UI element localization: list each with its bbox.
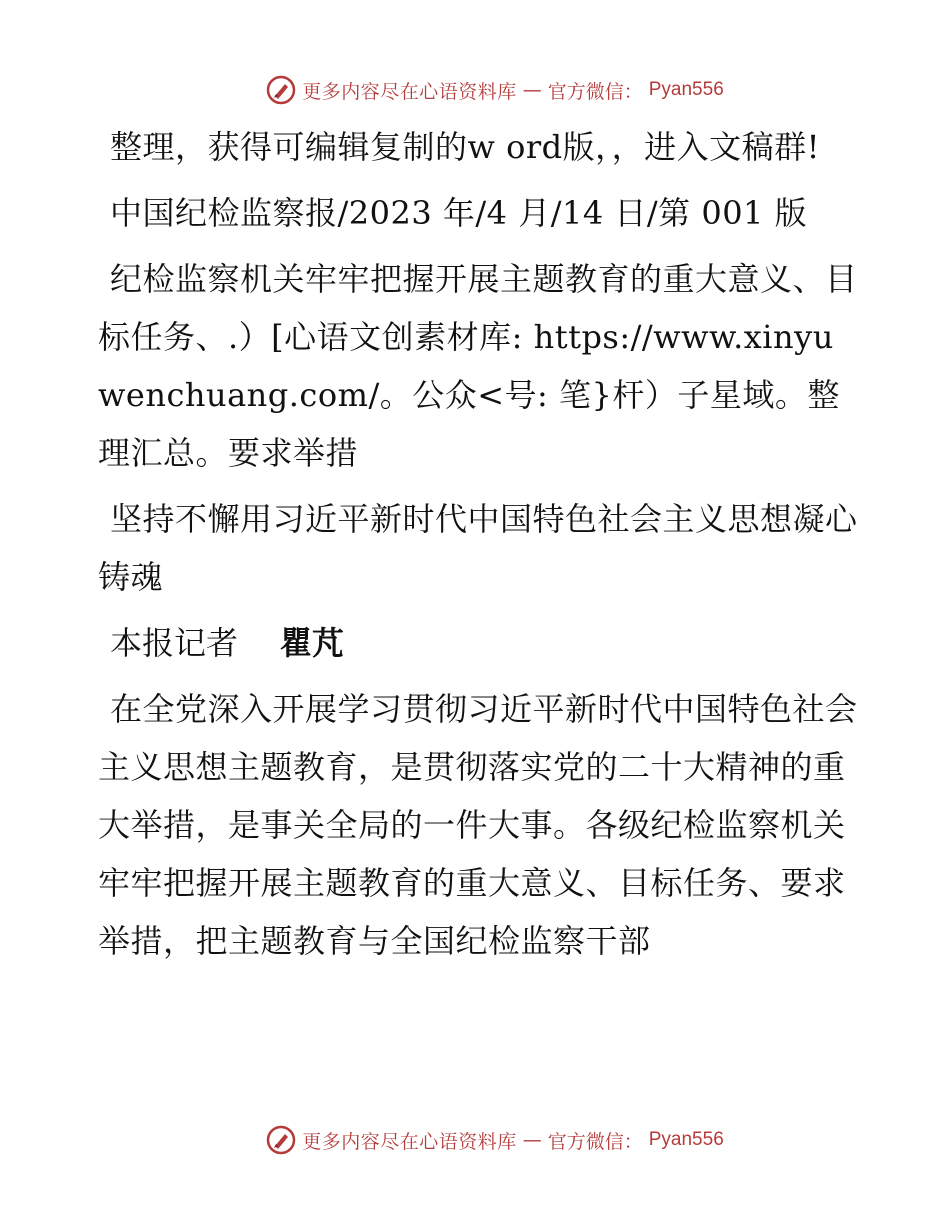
paragraph-body: 在全党深入开展学习贯彻习近平新时代中国特色社会主义思想主题教育，是贯彻落实党的二十大精神的重大举措，是事关全局的一件大事。各级纪检监察机关牢牢把握开展主题教育的重大意义、目标任务、要求举措，把主题教育与全国纪检监察干部 xyxy=(98,690,858,960)
banner-wechat-id: Pyan556 xyxy=(648,79,724,100)
paragraph-headline: 坚持不懈用习近平新时代中国特色社会主义思想凝心铸魂 xyxy=(98,500,858,596)
footer-banner-inner xyxy=(266,1125,724,1155)
reporter-label: 本报记者 xyxy=(110,624,239,662)
pen-logo-icon xyxy=(266,75,296,105)
document-body xyxy=(98,118,858,978)
reporter-line xyxy=(98,614,858,672)
banner-wechat-id: Pyan556 xyxy=(648,1129,724,1150)
banner-separator: — xyxy=(522,1129,542,1151)
banner-text: 更多内容尽在心语资料库 xyxy=(302,80,517,103)
banner-text: 更多内容尽在心语资料库 xyxy=(302,1130,517,1153)
header-banner-inner xyxy=(266,75,724,105)
reporter-name: 瞿芃 xyxy=(280,624,345,662)
paragraph-subtitle: 纪检监察机关牢牢把握开展主题教育的重大意义、目标任务、.）[心语文创素材库: https://www.xinyuwenchuang.com/。公众<号: 笔}杆）子星域。整理汇总。要求举措 xyxy=(98,260,858,472)
footer-banner xyxy=(0,1120,950,1160)
paragraph-source: 中国纪检监察报/2023 年/4 月/14 日/第 001 版 xyxy=(110,194,808,232)
paragraph-intro: 整理，获得可编辑复制的w ord版，，进入文稿群! xyxy=(110,128,820,166)
banner-separator: — xyxy=(522,79,542,101)
banner-wechat-label: 官方微信： xyxy=(547,80,643,103)
pen-logo-icon xyxy=(266,1125,296,1155)
header-banner xyxy=(0,70,950,110)
banner-wechat-label: 官方微信： xyxy=(547,1130,643,1153)
